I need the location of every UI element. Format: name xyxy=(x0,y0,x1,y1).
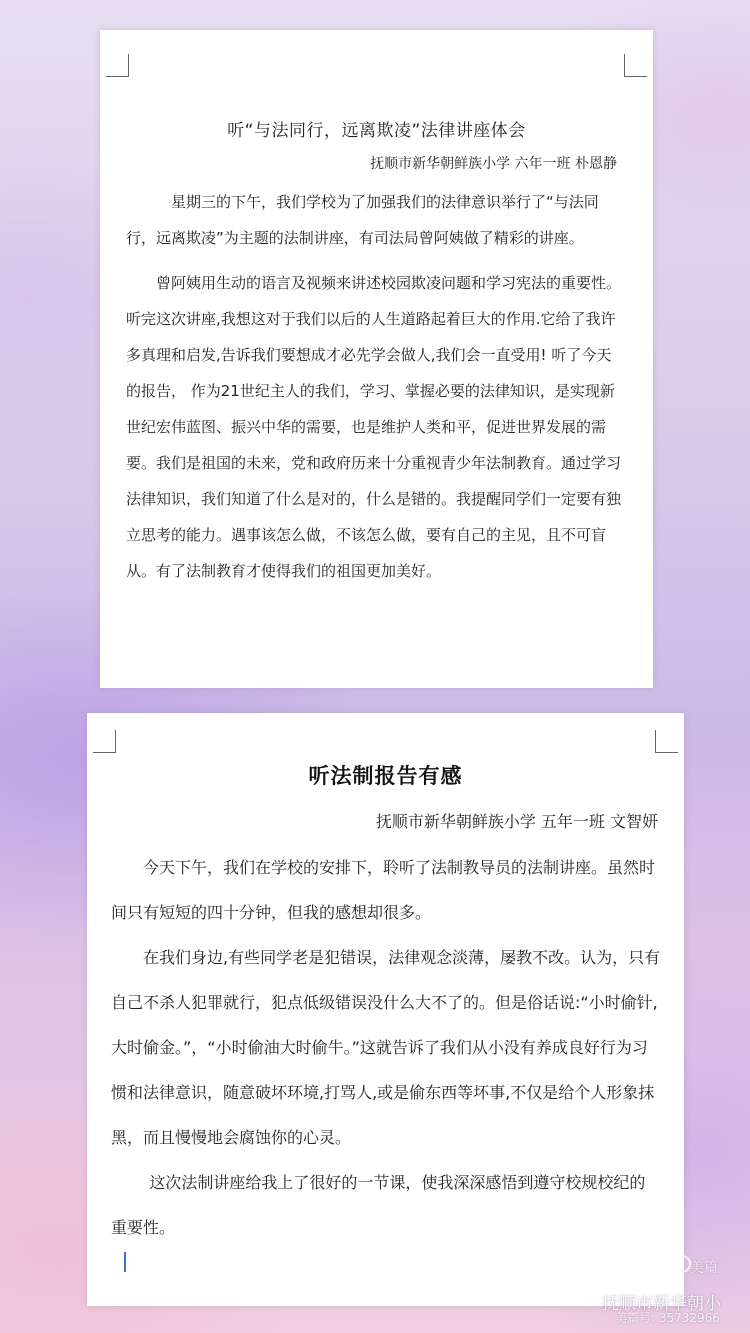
article-2-author: 抚顺市新华朝鲜族小学 五年一班 文智妍 xyxy=(375,812,658,831)
paragraph: 在我们身边,有些同学老是犯错误，法律观念淡薄，屡教不改。认为，只有自己不杀人犯罪就行，犯点低级错误没什么大不了的。但是俗话说:“小时偷针,大时偷金。”，“小时偷油大时偷牛。”这就告诉了我们从小没有养成良好行为习惯和法律意识，随意破坏环境,打骂人,或是偷东西等坏事,不仅是给个人形象抹黑，而且慢慢地会腐蚀你的心灵。 xyxy=(111,948,661,1147)
article-1-title: 听“与法同行，远离欺凌”法律讲座体会 xyxy=(227,121,526,141)
wechat-icon xyxy=(574,1290,596,1307)
paragraph: 曾阿姨用生动的语言及视频来讲述校园欺凌问题和学习宪法的重要性。听完这次讲座,我想这对于我们以后的人生道路起着巨大的作用.它给了我许多真理和启发,告诉我们要想成才必先学会做人,我们会一直受用! 听了今天的报告， 作为21世纪主人的我们，学习、掌握必要的法律知识，是实现新世纪宏伟蓝图、振兴中华的需要，也是维护人类和平，促进世界发展的需要。我们是祖国的未来，党和政府历来十分重视青少年法制教育。通过学习法律知识，我们知道了什么是对的，什么是错的。我提醒同学们一定要有独立思考的能力。遇事该怎么做，不该怎么做，要有自己的主见，且不可盲从。有了法制教育才使得我们的祖国更加美好。 xyxy=(126,274,622,580)
paragraph: 星期三的下午，我们学校为了加强我们的法律意识举行了“与法同行，远离欺凌”为主题的法制讲座，有司法局曾阿姨做了精彩的讲座。 xyxy=(126,193,599,247)
margin-corner-mark xyxy=(106,54,129,77)
margin-corner-mark xyxy=(93,730,116,753)
margin-corner-mark xyxy=(655,730,678,753)
paragraph: 这次法制讲座给我上了很好的一节课，使我深深感悟到遵守校规校纪的重要性。 xyxy=(111,1173,646,1237)
article-1-author: 抚顺市新华朝鲜族小学 六年一班 朴恩静 xyxy=(370,156,617,172)
document-page-2 xyxy=(87,713,684,1306)
document-page-1 xyxy=(100,30,653,688)
article-1-body xyxy=(126,184,626,598)
paragraph: 今天下午，我们在学校的安排下，聆听了法制教导员的法制讲座。虽然时间只有短短的四十分钟，但我的感想却很多。 xyxy=(111,858,656,922)
watermark-account: 抚顺市新华朝小 xyxy=(602,1294,721,1314)
watermark-brand: 美篇 xyxy=(690,1260,718,1276)
margin-corner-mark xyxy=(624,54,647,77)
article-2-title: 听法制报告有感 xyxy=(308,764,463,788)
text-cursor xyxy=(124,1252,126,1272)
watermark-number: 美篇号: 35732966 xyxy=(615,1311,720,1325)
meipian-logo-icon xyxy=(673,1255,691,1273)
article-2-body xyxy=(111,845,661,1250)
